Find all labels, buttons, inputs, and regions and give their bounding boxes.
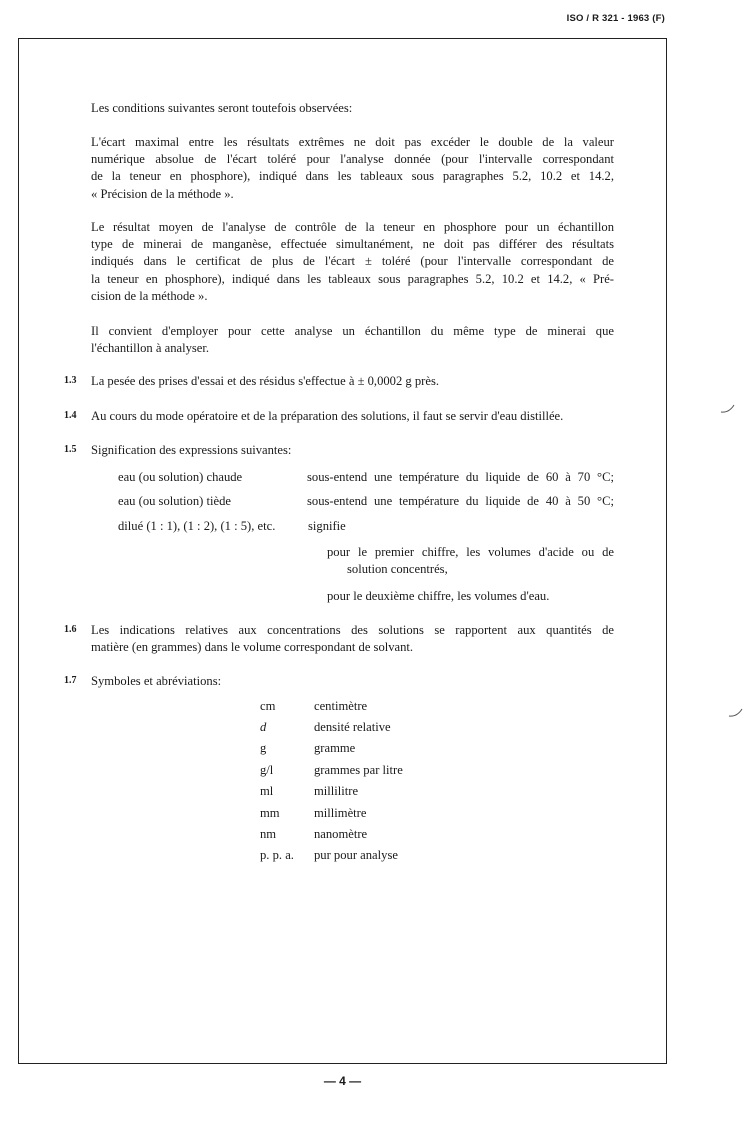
document-reference: ISO / R 321 - 1963 (F): [566, 13, 665, 24]
text-line: l'échantillon à analyser.: [91, 341, 210, 356]
symbol-definition: gramme: [314, 741, 356, 755]
intro-text: Les conditions suivantes seront toutefois observées:: [91, 101, 353, 115]
text-line: L'écart maximal entre les résultats extrêmes ne doit pas excéder le double de la valeur: [91, 135, 614, 149]
text-line: numérique absolue de l'écart toléré pour l'analyse donnée (pour l'intervalle correspondant: [91, 152, 614, 167]
text-line: matière (en grammes) dans le volume correspondant de solvant.: [91, 640, 414, 655]
paragraph-control-analysis: [91, 219, 614, 305]
definition: signifie: [308, 519, 346, 533]
dilution-note-second: pour le deuxième chiffre, les volumes d'eau.: [327, 589, 550, 603]
section-1-7-title: Symboles et abréviations:: [91, 674, 222, 688]
symbol-definition: nanomètre: [314, 827, 368, 841]
symbol-definition: millilitre: [314, 784, 359, 798]
margin-mark: [728, 708, 744, 718]
text-line: type de minerai de manganèse, effectuée simultanément, ne doit pas différer des résultats: [91, 237, 614, 252]
section-number-1-7: 1.7: [64, 675, 77, 686]
term: dilué (1 : 1), (1 : 2), (1 : 5), etc.: [118, 519, 276, 533]
symbol: g/l: [260, 763, 274, 777]
text-line: la teneur en phosphore), indiqué dans les tableaux sous paragraphes 5.2, 10.2 et 14.2, « Pré-: [91, 271, 614, 286]
symbol-definition: centimètre: [314, 699, 368, 713]
text-line: Le résultat moyen de l'analyse de contrôle de la teneur en phosphore pour un échantillon: [91, 220, 614, 234]
section-1-5-title: Signification des expressions suivantes:: [91, 443, 292, 457]
symbol: ml: [260, 784, 274, 798]
symbol-definition: pur pour analyse: [314, 848, 398, 862]
paragraph-tolerance: [91, 134, 614, 203]
symbol-definition: grammes par litre: [314, 763, 403, 777]
margin-mark: [720, 404, 736, 414]
text-line: « Précision de la méthode ».: [91, 186, 234, 201]
section-number-1-5: 1.5: [64, 444, 77, 455]
symbol-definition: densité relative: [314, 720, 391, 734]
section-1-4-text: Au cours du mode opératoire et de la préparation des solutions, il faut se servir d'eau distillée.: [91, 409, 564, 423]
symbol: p. p. a.: [260, 848, 294, 862]
section-number-1-3: 1.3: [64, 375, 77, 386]
symbol: cm: [260, 699, 276, 713]
term: eau (ou solution) tiède: [118, 494, 231, 508]
page-number: — 4 —: [323, 1074, 362, 1088]
symbol: d: [260, 720, 267, 734]
paragraph-sample-type: [91, 323, 614, 357]
section-1-6-text: [91, 622, 614, 656]
section-1-3-text: La pesée des prises d'essai et des résidus s'effectue à ± 0,0002 g près.: [91, 374, 439, 388]
text-line: indiqués dans le certificat de plus de l'écart ± toléré (pour l'intervalle correspondant de: [91, 254, 614, 269]
definition: sous-entend une température du liquide de 60 à 70 °C;: [307, 470, 614, 484]
term: eau (ou solution) chaude: [118, 470, 243, 484]
text-line: Les indications relatives aux concentrations des solutions se rapportent aux quantités de: [91, 623, 614, 637]
text-line: de la teneur en phosphore), indiqué dans les tableaux sous paragraphes 5.2, 10.2 et 14.2,: [91, 169, 614, 184]
section-number-1-6: 1.6: [64, 624, 77, 635]
dilution-note-first-cont: solution concentrés,: [347, 562, 448, 576]
symbol: nm: [260, 827, 277, 841]
section-number-1-4: 1.4: [64, 410, 77, 421]
symbol-definition: millimètre: [314, 806, 367, 820]
text-line: Il convient d'employer pour cette analyse un échantillon du même type de minerai que: [91, 324, 614, 338]
text-line: cision de la méthode ».: [91, 288, 208, 303]
symbol: mm: [260, 806, 280, 820]
symbol: g: [260, 741, 267, 755]
dilution-note-first: pour le premier chiffre, les volumes d'acide ou de: [327, 545, 614, 559]
definition: sous-entend une température du liquide de 40 à 50 °C;: [307, 494, 614, 508]
